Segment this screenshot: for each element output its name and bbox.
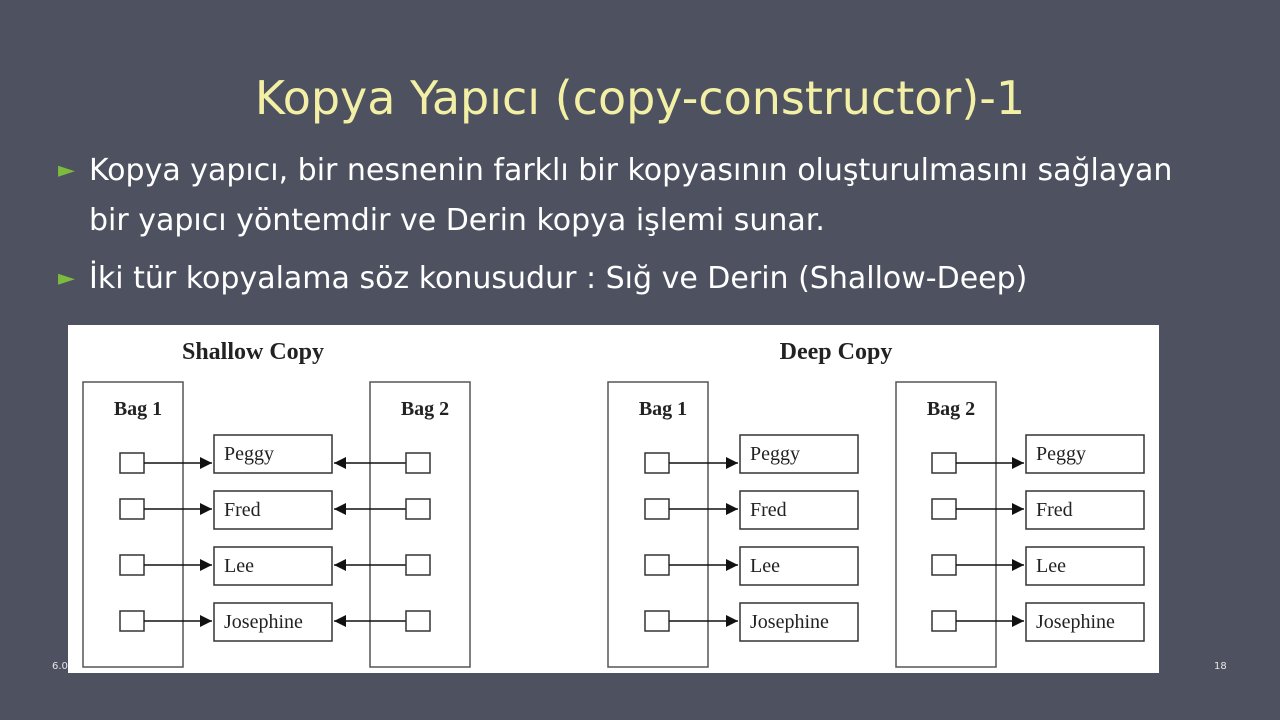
shallow-row — [120, 435, 430, 473]
pointer-slot — [932, 611, 956, 631]
object-label: Josephine — [1036, 611, 1115, 633]
deep-bag2-row — [932, 547, 1144, 585]
deep-bag2-row — [932, 491, 1144, 529]
pointer-slot — [932, 555, 956, 575]
pointer-slot — [406, 555, 430, 575]
object-label: Lee — [750, 555, 780, 577]
deep-bag1-row — [645, 547, 858, 585]
pointer-slot — [120, 555, 144, 575]
pointer-slot — [406, 611, 430, 631]
shallow-row — [120, 491, 430, 529]
deep-copy-title: Deep Copy — [779, 339, 893, 365]
bullet-arrow-icon: ► — [58, 266, 75, 291]
page-number: 18 — [1214, 661, 1227, 672]
deep-bag1-row — [645, 491, 858, 529]
bullet-item — [58, 146, 1218, 246]
deep-bag1-row — [645, 603, 858, 641]
pointer-slot — [932, 453, 956, 473]
slide-title: Kopya Yapıcı (copy-constructor)-1 — [254, 71, 1026, 125]
bullet-arrow-icon: ► — [58, 158, 75, 183]
deep-bag1-label: Bag 1 — [638, 398, 688, 420]
pointer-slot — [645, 499, 669, 519]
pointer-slot — [120, 499, 144, 519]
object-label: Lee — [224, 555, 254, 577]
object-label: Fred — [1036, 499, 1073, 521]
object-label: Fred — [750, 499, 787, 521]
bullet-text: Kopya yapıcı, bir nesnenin farklı bir kopyasının oluşturulmasını sağlayan bir yapıcı yöntemdir ve Derin kopya işlemi sunar. — [89, 153, 1173, 238]
shallow-row — [120, 547, 430, 585]
object-label: Peggy — [1036, 443, 1086, 465]
bullet-text: İki tür kopyalama söz konusudur : Sığ ve Derin (Shallow-Deep) — [89, 261, 1028, 296]
deep-bag2-label: Bag 2 — [926, 398, 976, 420]
object-label: Josephine — [750, 611, 829, 633]
pointer-slot — [645, 611, 669, 631]
deep-bag2-row — [932, 603, 1144, 641]
pointer-slot — [406, 499, 430, 519]
deep-bag2-row — [932, 435, 1144, 473]
object-label: Lee — [1036, 555, 1066, 577]
pointer-slot — [645, 453, 669, 473]
shallow-bag2-label: Bag 2 — [400, 398, 450, 420]
pointer-slot — [406, 453, 430, 473]
bullet-item — [58, 254, 1218, 304]
object-label: Fred — [224, 499, 261, 521]
object-label: Peggy — [750, 443, 800, 465]
copy-diagram-svg — [68, 325, 1159, 673]
shallow-row — [120, 603, 430, 641]
footer-left-text: 6.0 — [52, 661, 68, 672]
object-label: Peggy — [224, 443, 274, 465]
pointer-slot — [932, 499, 956, 519]
pointer-slot — [120, 611, 144, 631]
copy-diagram — [68, 325, 1159, 673]
shallow-copy-title: Shallow Copy — [181, 339, 325, 365]
pointer-slot — [645, 555, 669, 575]
deep-bag1-row — [645, 435, 858, 473]
object-label: Josephine — [224, 611, 303, 633]
pointer-slot — [120, 453, 144, 473]
shallow-bag1-label: Bag 1 — [113, 398, 163, 420]
